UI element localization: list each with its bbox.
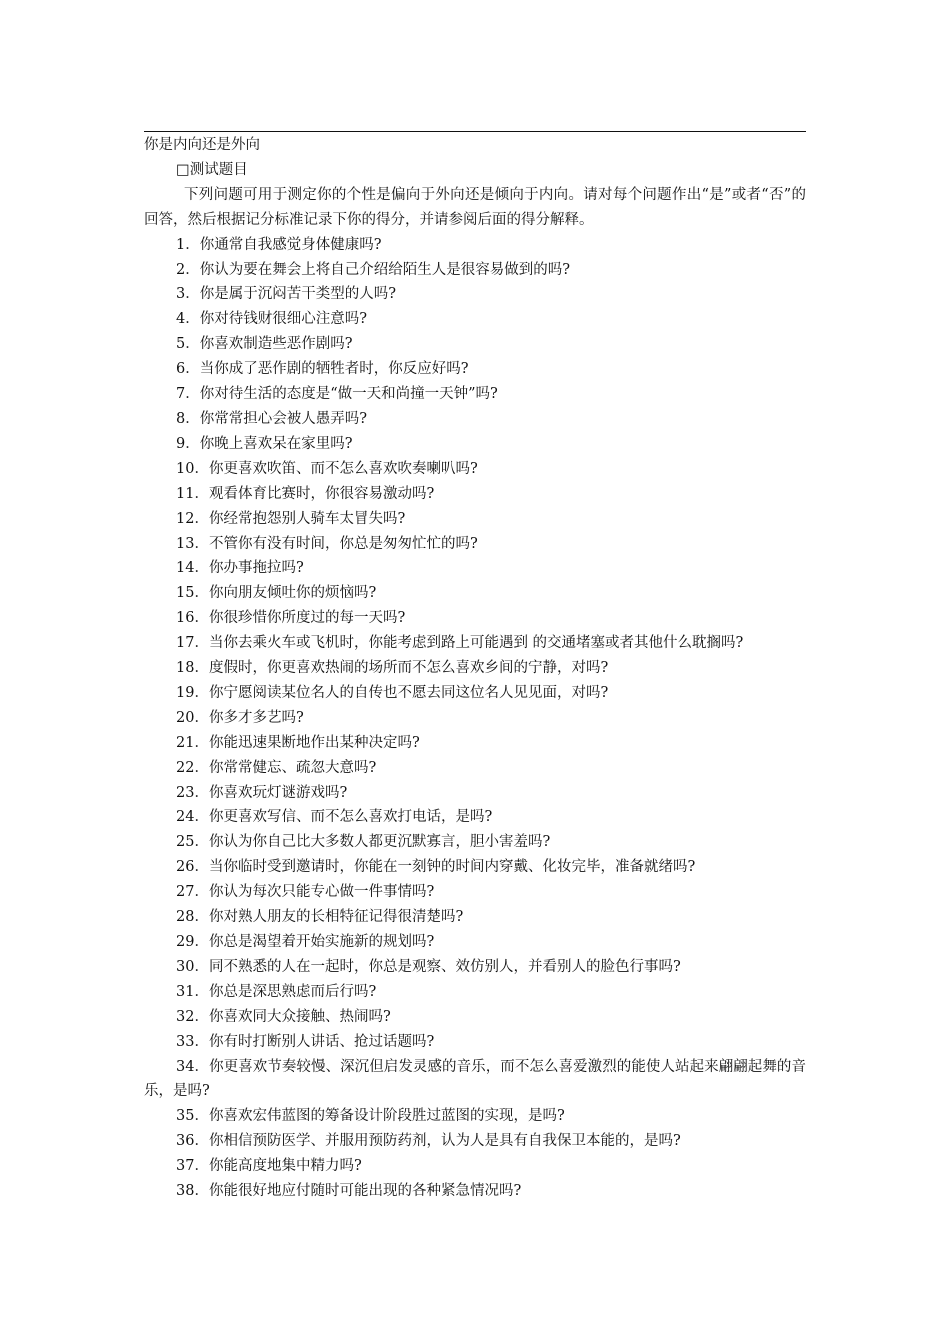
document-title: 你是内向还是外向 — [144, 137, 260, 153]
question-item: 26．当你临时受到邀请时，你能在一刻钟的时间内穿戴、化妆完毕，准备就绪吗? — [176, 859, 696, 876]
question-item: 21．你能迅速果断地作出某种决定吗? — [176, 734, 420, 751]
question-item: 18．度假时，你更喜欢热闹的场所而不怎么喜欢乡间的宁静，对吗? — [176, 660, 609, 677]
question-item: 38．你能很好地应付随时可能出现的各种紧急情况吗? — [176, 1183, 522, 1200]
section-heading: □测试题目 — [176, 161, 248, 178]
question-item: 12．你经常抱怨别人骑车太冒失吗? — [176, 510, 406, 527]
question-item: 24．你更喜欢写信、而不怎么喜欢打电话，是吗? — [176, 809, 493, 826]
question-item: 23．你喜欢玩灯谜游戏吗? — [176, 784, 348, 801]
question-item: 29．你总是渴望着开始实施新的规划吗? — [176, 934, 435, 950]
question-item: 2．你认为要在舞会上将自己介绍给陌生人是很容易做到的吗? — [176, 261, 570, 278]
question-item: 11．观看体育比赛时，你很容易激动吗? — [176, 485, 435, 502]
question-item: 31．你总是深思熟虑而后行吗? — [176, 983, 377, 1000]
question-item: 19．你宁愿阅读某位名人的自传也不愿去同这位名人见见面，对吗? — [176, 684, 609, 701]
question-item: 1．你通常自我感觉身体健康吗? — [176, 236, 382, 253]
question-item: 10．你更喜欢吹笛、而不怎么喜欢吹奏喇叭吗? — [176, 460, 478, 477]
document-body — [144, 133, 806, 1204]
question-item: 4．你对待钱财很细心注意吗? — [176, 311, 367, 328]
question-item: 17．当你去乘火车或飞机时，你能考虑到路上可能遇到 的交通堵塞或者其他什么耽搁吗? — [176, 635, 744, 652]
question-list — [144, 233, 806, 1204]
question-item: 20．你多才多艺吗? — [176, 709, 304, 726]
question-item: 5．你喜欢制造些恶作剧吗? — [176, 336, 353, 353]
question-item: 13．不管你有没有时间，你总是匆匆忙忙的吗? — [176, 535, 478, 552]
question-item: 25．你认为你自己比大多数人都更沉默寡言，胆小害羞吗? — [176, 834, 551, 851]
question-item: 32．你喜欢同大众接触、热闹吗? — [176, 1008, 391, 1025]
question-item: 36．你相信预防医学、并服用预防药剂，认为人是具有自我保卫本能的，是吗? — [176, 1133, 681, 1150]
question-item: 37．你能高度地集中精力吗? — [176, 1158, 362, 1175]
question-item: 35．你喜欢宏伟蓝图的筹备设计阶段胜过蓝图的实现，是吗? — [176, 1108, 565, 1125]
question-item: 7．你对待生活的态度是“做一天和尚撞一天钟”吗? — [176, 386, 498, 403]
question-item: 28．你对熟人朋友的长相特征记得很清楚吗? — [176, 909, 464, 926]
question-item: 6．当你成了恶作剧的牺牲者时，你反应好吗? — [176, 361, 469, 378]
question-item: 33．你有时打断别人讲话、抢过话题吗? — [176, 1033, 435, 1050]
question-item: 8．你常常担心会被人愚弄吗? — [176, 410, 367, 427]
header-rule — [144, 131, 806, 132]
intro-paragraph: 下列问题可用于测定你的个性是偏向于外向还是倾向于内向。请对每个问题作出“是”或者“否”的回答，然后根据记分标准记录下你的得分，并请参阅后面的得分解释。 — [144, 186, 806, 228]
question-item: 15．你向朋友倾吐你的烦恼吗? — [176, 585, 377, 602]
question-item: 30．同不熟悉的人在一起时，你总是观察、效仿别人，并看别人的脸色行事吗? — [176, 958, 681, 975]
question-item: 27．你认为每次只能专心做一件事情吗? — [176, 884, 435, 901]
question-item: 22．你常常健忘、疏忽大意吗? — [176, 759, 377, 776]
question-item: 3．你是属于沉闷苦干类型的人吗? — [176, 286, 396, 303]
question-item: 16．你很珍惜你所度过的每一天吗? — [176, 610, 406, 627]
question-item: 9．你晚上喜欢呆在家里吗? — [176, 435, 353, 452]
question-item: 34．你更喜欢节奏较慢、深沉但启发灵感的音乐，而不怎么喜爱激烈的能使人站起来翩翩起舞的音乐，是吗? — [144, 1058, 806, 1100]
question-item: 14．你办事拖拉吗? — [176, 560, 304, 577]
